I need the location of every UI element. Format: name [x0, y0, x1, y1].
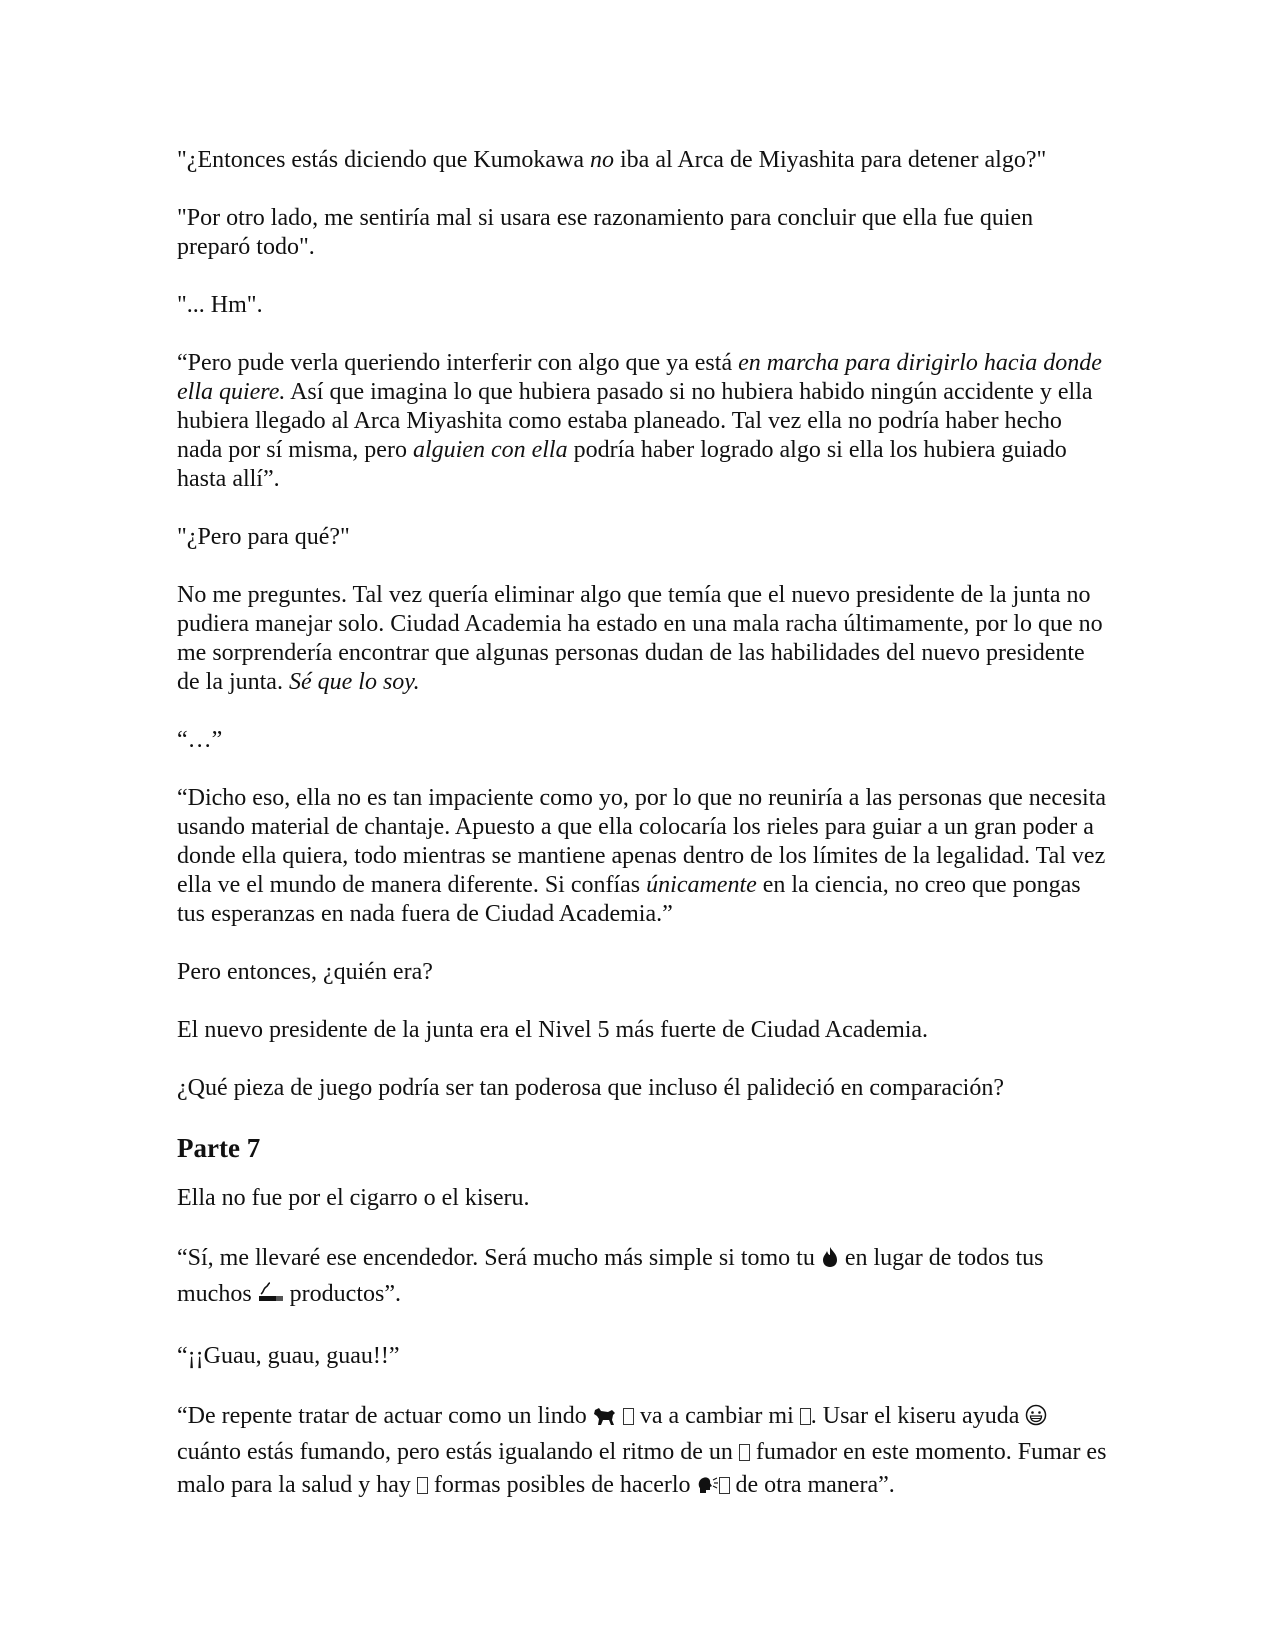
- text-span: “Sí, me llevaré ese encendedor. Será mucho más simple si tomo tu: [177, 1245, 821, 1271]
- emphasis: no: [590, 147, 615, 173]
- part7-paragraph-4: [177, 1400, 1112, 1505]
- paragraph-1: [177, 146, 1112, 175]
- text-span: cuánto estás fumando, pero estás igualando el ritmo de un: [177, 1439, 739, 1465]
- paragraph-3: "... Hm".: [177, 292, 263, 318]
- text-span: "¿Entonces estás diciendo que Kumokawa: [177, 147, 591, 173]
- text-span: No me preguntes. Tal vez quería eliminar algo que temía que el nuevo presidente de la junta no pudiera manejar solo. Ciudad Academia ha estado en una mala racha últimamente, por lo que no me sorprendería encontrar que algunas personas dudan de las habilidades del nuevo presidente de la junta.: [177, 582, 1103, 695]
- section-heading: Parte 7: [177, 1133, 261, 1163]
- text-span: en la ciencia, no creo que pongas tus esperanzas en nada fuera de Ciudad Academia.”: [177, 872, 1081, 927]
- text-span: “Dicho eso, ella no es tan impaciente como yo, por lo que no reuniría a las personas que necesita usando material de chantaje. Apuesto a que ella colocaría los rieles para guiar a un gran poder a donde ella quiera, todo mientras se mantiene apenas dentro de los límites de la legalidad. Tal vez ella ve el mundo de manera diferente. Si confías: [177, 785, 1107, 898]
- emphasis: únicamente: [646, 872, 757, 898]
- text-span: . Usar el kiseru ayuda: [810, 1403, 1026, 1429]
- text-span: podría haber logrado algo si ella los hubiera guiado hasta allí”.: [177, 437, 1067, 492]
- part7-paragraph-1: Ella no fue por el cigarro o el kiseru.: [177, 1185, 530, 1211]
- text-span: productos”.: [283, 1281, 401, 1307]
- missing-glyph-icon: [417, 1477, 428, 1494]
- text-span: formas posibles de hacerlo: [427, 1472, 697, 1498]
- page-content: [177, 146, 1112, 1533]
- fire-icon: [821, 1245, 839, 1278]
- dog-icon: [593, 1403, 617, 1436]
- text-span: “De repente tratar de actuar como un lindo: [177, 1403, 593, 1429]
- paragraph-5: "¿Pero para qué?": [177, 524, 350, 550]
- missing-glyph-icon: [739, 1444, 750, 1461]
- paragraph-10: El nuevo presidente de la junta era el Nivel 5 más fuerte de Ciudad Academia.: [177, 1017, 929, 1043]
- paragraph-8: [177, 784, 1112, 929]
- cigarette-icon: [258, 1281, 284, 1314]
- missing-glyph-icon: [623, 1408, 634, 1425]
- part7-paragraph-3: “¡¡Guau, guau, guau!!”: [177, 1343, 400, 1369]
- text-span: Así que imagina lo que hubiera pasado si no hubiera habido ningún accidente y ella hubiera llegado al Arca Miyashita como estaba planeado. Tal vez ella no podría haber hecho nada por sí misma, pero: [177, 379, 1093, 463]
- paragraph-11: ¿Qué pieza de juego podría ser tan poderosa que incluso él palideció en comparación?: [177, 1075, 1004, 1101]
- text-span: va a cambiar mi: [633, 1403, 800, 1429]
- text-span: en lugar de todos tus muchos: [177, 1245, 1044, 1307]
- paragraph-4: [177, 349, 1112, 494]
- text-span: fumador en este momento. Fumar es malo para la salud y hay: [177, 1439, 1107, 1498]
- paragraph-2: "Por otro lado, me sentiría mal si usara ese razonamiento para concluir que ella fue quien preparó todo".: [177, 205, 1034, 260]
- emphasis: en marcha para dirigirlo hacia donde ella quiere.: [177, 350, 1102, 405]
- speaking-head-icon: [697, 1472, 719, 1505]
- missing-glyph-icon: [719, 1477, 730, 1494]
- grin-face-icon: [1025, 1403, 1047, 1436]
- paragraph-7: “…”: [177, 727, 223, 753]
- emphasis: alguien con ella: [412, 437, 568, 463]
- part7-paragraph-2: [177, 1242, 1112, 1314]
- paragraph-9: Pero entonces, ¿quién era?: [177, 959, 433, 985]
- text-span: iba al Arca de Miyashita para detener algo?": [614, 147, 1047, 173]
- paragraph-6: [177, 581, 1112, 697]
- missing-glyph-icon: [800, 1408, 811, 1425]
- text-span: de otra manera”.: [729, 1472, 895, 1498]
- emphasis: Sé que lo soy.: [288, 669, 420, 695]
- text-span: “Pero pude verla queriendo interferir con algo que ya está: [177, 350, 739, 376]
